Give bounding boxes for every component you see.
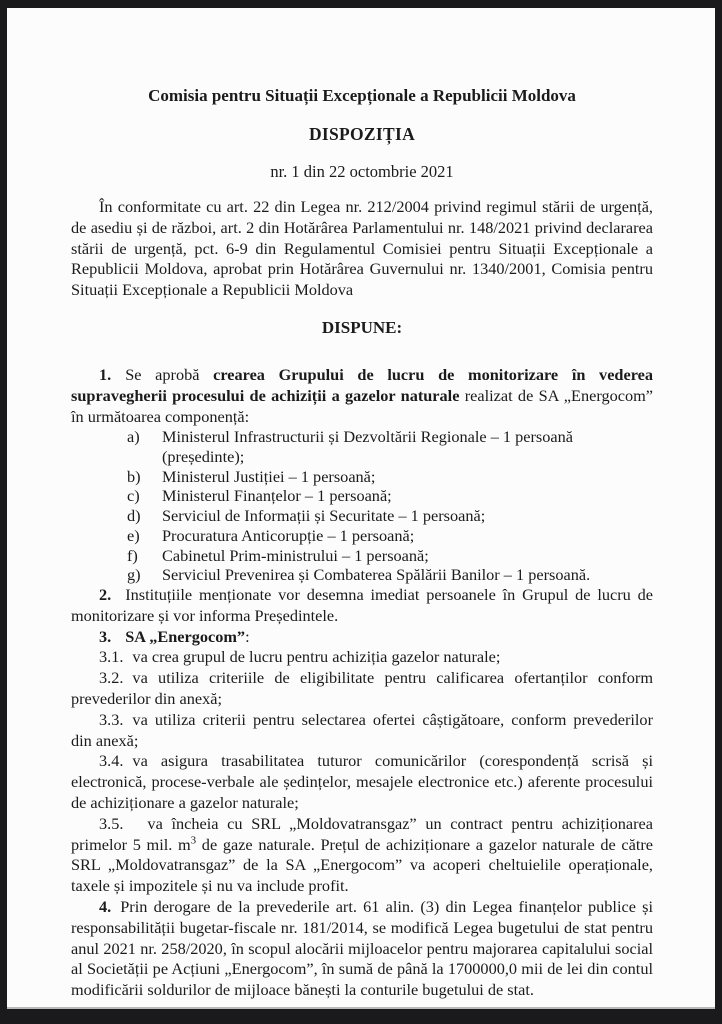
subpoint-3-2-text: va utiliza criteriile de eligibilitate pentru calificarea ofertanților conform prevederilor din anexă; [71,668,653,708]
point-1-text: Se aprobă [125,364,214,384]
component-letter: c) [127,486,140,506]
subpoint-3-3-text: va utiliza criterii pentru selectarea ofertei câștigătoare, conform prevederilor din anexă; [71,709,653,750]
point-3-number: 3. [99,626,112,646]
component-letter: b) [127,466,141,486]
component-letter: e) [127,525,140,545]
subpoint-3-2-number: 3.2. [99,668,124,688]
org-title: Comisia pentru Situații Excepționale a Republicii Moldova [148,86,576,105]
point-3 [71,627,653,648]
component-item-b [71,467,653,487]
point-2-number: 2. [99,585,112,604]
doc-number: nr. 1 din 22 octombrie 2021 [270,162,454,181]
component-text: Ministerul Infrastructurii și Dezvoltării Regionale – 1 persoană (președinte); [162,427,573,467]
point-4-text: Prin derogare de la prevederile art. 61 alin. (3) din Legea finanțelor publice și responsabilității bugetar-fiscale nr. 181/2014, se modifică Legea bugetului de stat pentru anul 2021 nr. 258/2020, în scopul alocării mijloacelor pentru majorarea capitalului social al Societății pe Acțiuni „Energocom”, în sumă de până la 1700000,0 mii de lei din contul modificării soldurilor de mijloace bănești la conturile bugetului de stat. [71,896,653,1000]
component-letter: a) [127,427,140,447]
point-4-number: 4. [99,896,112,916]
preamble-paragraph: În conformitate cu art. 22 din Legea nr. 212/2004 privind regimul stării de urgență, de asediu și de război, art. 2 din Hotărârea Parlamentului nr. 148/2021 privind declararea stării de urgență, pct. 6-9 din Regulamentul Comisiei pentru Situații Excepționale a Republicii Moldova, aprobat prin Hotărârea Guvernului nr. 1340/2001, Comisia pentru Situații Excepționale a Republicii Moldova [71,197,653,300]
subpoint-3-2 [71,668,653,710]
component-text: Ministerul Justiției – 1 persoană; [162,466,376,486]
point-2 [71,585,653,627]
component-item-f [71,546,653,566]
component-text: Cabinetul Prim-ministrului – 1 persoană; [162,545,429,565]
subpoint-3-1-number: 3.1. [99,647,124,667]
subpoint-3-3-number: 3.3. [99,709,124,729]
subpoint-3-5-text: va încheia cu SRL „Moldovatransgaz” un contract pentru achiziționarea primelor 5 mil. m [71,813,653,854]
subpoint-3-5-text-tail: de gaze naturale. Prețul de achiziționare a gazelor naturale de către SRL „Moldovatransgaz” de la SA „Energocom” va acoperi cheltuielile operaționale, taxele și impozitele și nu va include profit. [71,834,653,896]
point-3-bold-text: SA „Energocom” [125,626,246,646]
point-1-text-tail: realizat de SA „Energocom” în următoarea componență: [71,385,654,426]
point-3-suffix: : [245,626,250,646]
component-text: Serviciul de Informații și Securitate – 1 persoană; [162,506,486,526]
subpoint-3-4-number: 3.4. [99,751,124,771]
component-letter: f) [127,545,138,565]
point-4 [71,897,653,1001]
subpoint-3-3 [71,710,653,752]
component-item-e [71,526,653,546]
doc-title: DISPOZIȚIA [308,124,416,144]
dispune-heading: DISPUNE: [321,317,403,337]
cubic-meter-superscript: 3 [190,834,197,847]
subpoint-3-5-number: 3.5. [99,813,124,833]
point-1-bold-text: crearea Grupului de lucru de monitorizare în vederea supravegherii procesului de achiziții a gazelor naturale [71,364,653,405]
component-item-a [71,427,653,466]
subpoint-3-5 [71,814,653,897]
component-text: Serviciul Prevenirea și Combaterea Spălării Banilor – 1 persoană. [162,565,591,585]
point-1-number: 1. [99,364,112,384]
component-item-g [71,565,653,585]
point-1 [71,365,653,427]
component-list [71,427,653,585]
point-2-text: Instituțiile menționate vor desemna imediat persoanele în Grupul de lucru de monitorizare și vor informa Președintele. [71,585,653,625]
component-item-c [71,486,653,506]
subpoint-3-1-text: va crea grupul de lucru pentru achiziția gazelor naturale; [132,647,501,667]
component-text: Procuratura Anticorupție – 1 persoană; [162,525,415,545]
component-text: Ministerul Finanțelor – 1 persoană; [162,486,392,506]
component-letter: g) [127,565,141,585]
subpoint-3-1 [71,647,653,668]
component-letter: d) [127,506,141,526]
component-item-d [71,506,653,526]
subpoint-3-4-text: va asigura trasabilitatea tuturor comunicărilor (corespondență scrisă și electronică, procese-verbale ale ședințelor, mesajele electronice etc.) aferente procesului de achiziționare a gazelor naturale; [71,751,653,812]
document-page [7,8,715,1009]
subpoint-3-4 [71,751,653,813]
